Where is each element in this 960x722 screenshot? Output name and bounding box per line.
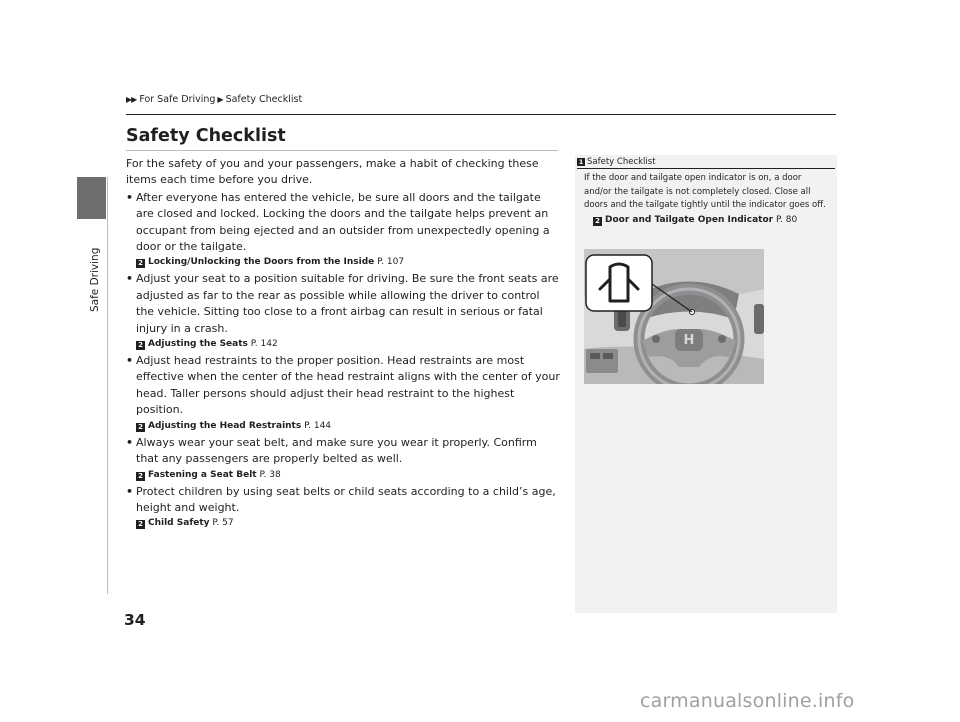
section-tab-label: Safe Driving <box>89 247 101 312</box>
header-rule <box>126 114 836 115</box>
reference-arrow-icon: 2 <box>136 472 145 481</box>
reference-page: P. 107 <box>377 257 405 268</box>
reference-label: Locking/Unlocking the Doors from the Inside <box>148 257 375 268</box>
reference-arrow-icon: 2 <box>593 217 602 226</box>
breadcrumb <box>126 94 302 105</box>
reference-label: Adjusting the Seats <box>148 339 248 350</box>
list-item <box>126 271 561 337</box>
watermark: carmanualsonline.info <box>640 690 855 712</box>
page-title: Safety Checklist <box>126 126 286 146</box>
reference-page: P. 80 <box>775 214 798 225</box>
bullet-text: Adjust head restraints to the proper position. Head restraints are most effective when the center of the head restraint aligns with the center of your head. Taller persons should adjust their head restraint to the highest position. <box>136 354 560 417</box>
breadcrumb-item-for-safe-driving[interactable]: For Safe Driving <box>139 94 216 105</box>
bullet-icon: • <box>126 354 134 368</box>
breadcrumb-arrow-icon: ▶▶ <box>126 95 137 104</box>
svg-text:H: H <box>683 333 695 348</box>
bullet-icon: • <box>126 190 134 204</box>
breadcrumb-item-safety-checklist[interactable]: Safety Checklist <box>225 94 303 105</box>
reference-page: P. 144 <box>304 420 332 431</box>
page-number: 34 <box>124 611 146 629</box>
reference-page: P. 57 <box>212 518 234 529</box>
list-item <box>126 484 561 517</box>
reference-arrow-icon: 2 <box>136 341 145 350</box>
reference-page: P. 38 <box>259 469 281 480</box>
cross-reference-link[interactable] <box>136 469 561 482</box>
sidenote-title: Safety Checklist <box>587 157 656 167</box>
bullet-icon: • <box>126 272 134 286</box>
list-item <box>126 190 561 256</box>
cross-reference-link[interactable] <box>136 256 561 269</box>
reference-arrow-icon: 2 <box>136 259 145 268</box>
reference-label: Child Safety <box>148 518 210 529</box>
bullet-text: Adjust your seat to a position suitable for driving. Be sure the front seats are adjusted as far to the rear as possible while allowing the driver to control the vehicle. Sitting too close to a front airbag can result in serious or fatal injury in a crash. <box>136 272 559 335</box>
reference-arrow-icon: 2 <box>136 520 145 529</box>
dashboard-illustration <box>584 249 764 384</box>
intro-paragraph: For the safety of you and your passengers, make a habit of checking these items each time before you drive. <box>126 157 539 187</box>
bullet-text: Always wear your seat belt, and make sure you wear it properly. Confirm that any passengers are properly belted as well. <box>136 435 537 466</box>
list-item <box>126 435 561 468</box>
section-divider <box>107 177 108 594</box>
sidenote-rule <box>577 168 835 169</box>
section-tab <box>77 177 106 219</box>
cross-reference-link[interactable] <box>136 517 561 530</box>
reference-label: Fastening a Seat Belt <box>148 469 257 480</box>
cross-reference-link[interactable] <box>136 420 561 433</box>
bullet-text: After everyone has entered the vehicle, be sure all doors and the tailgate are closed and locked. Locking the doors and the tailgate helps prevent an occupant from being ejected and an outsider from unexpectedly opening a door or the tailgate. <box>136 190 550 254</box>
bullet-icon: • <box>126 435 134 449</box>
sidenote-text: If the door and tailgate open indicator is on, a door and/or the tailgate is not completely closed. Close all doors and the tailgate tightly until the indicator goes off. <box>584 173 826 210</box>
bullet-text: Protect children by using seat belts or child seats according to a child’s age, height and weight. <box>136 484 556 514</box>
sidenote-heading <box>577 157 656 167</box>
cross-reference-link[interactable] <box>593 214 829 228</box>
reference-page: P. 142 <box>250 339 278 350</box>
list-item <box>126 353 561 419</box>
breadcrumb-arrow-icon: ▶ <box>217 95 224 104</box>
reference-label: Adjusting the Head Restraints <box>148 420 302 431</box>
title-rule <box>126 150 558 151</box>
main-content <box>126 156 561 532</box>
reference-arrow-icon: 2 <box>136 423 145 432</box>
cross-reference-link[interactable] <box>136 338 561 351</box>
note-marker-icon: 1 <box>578 158 584 166</box>
reference-label: Door and Tailgate Open Indicator <box>605 214 774 225</box>
sidenote-body <box>584 172 829 227</box>
bullet-icon: • <box>126 484 134 498</box>
